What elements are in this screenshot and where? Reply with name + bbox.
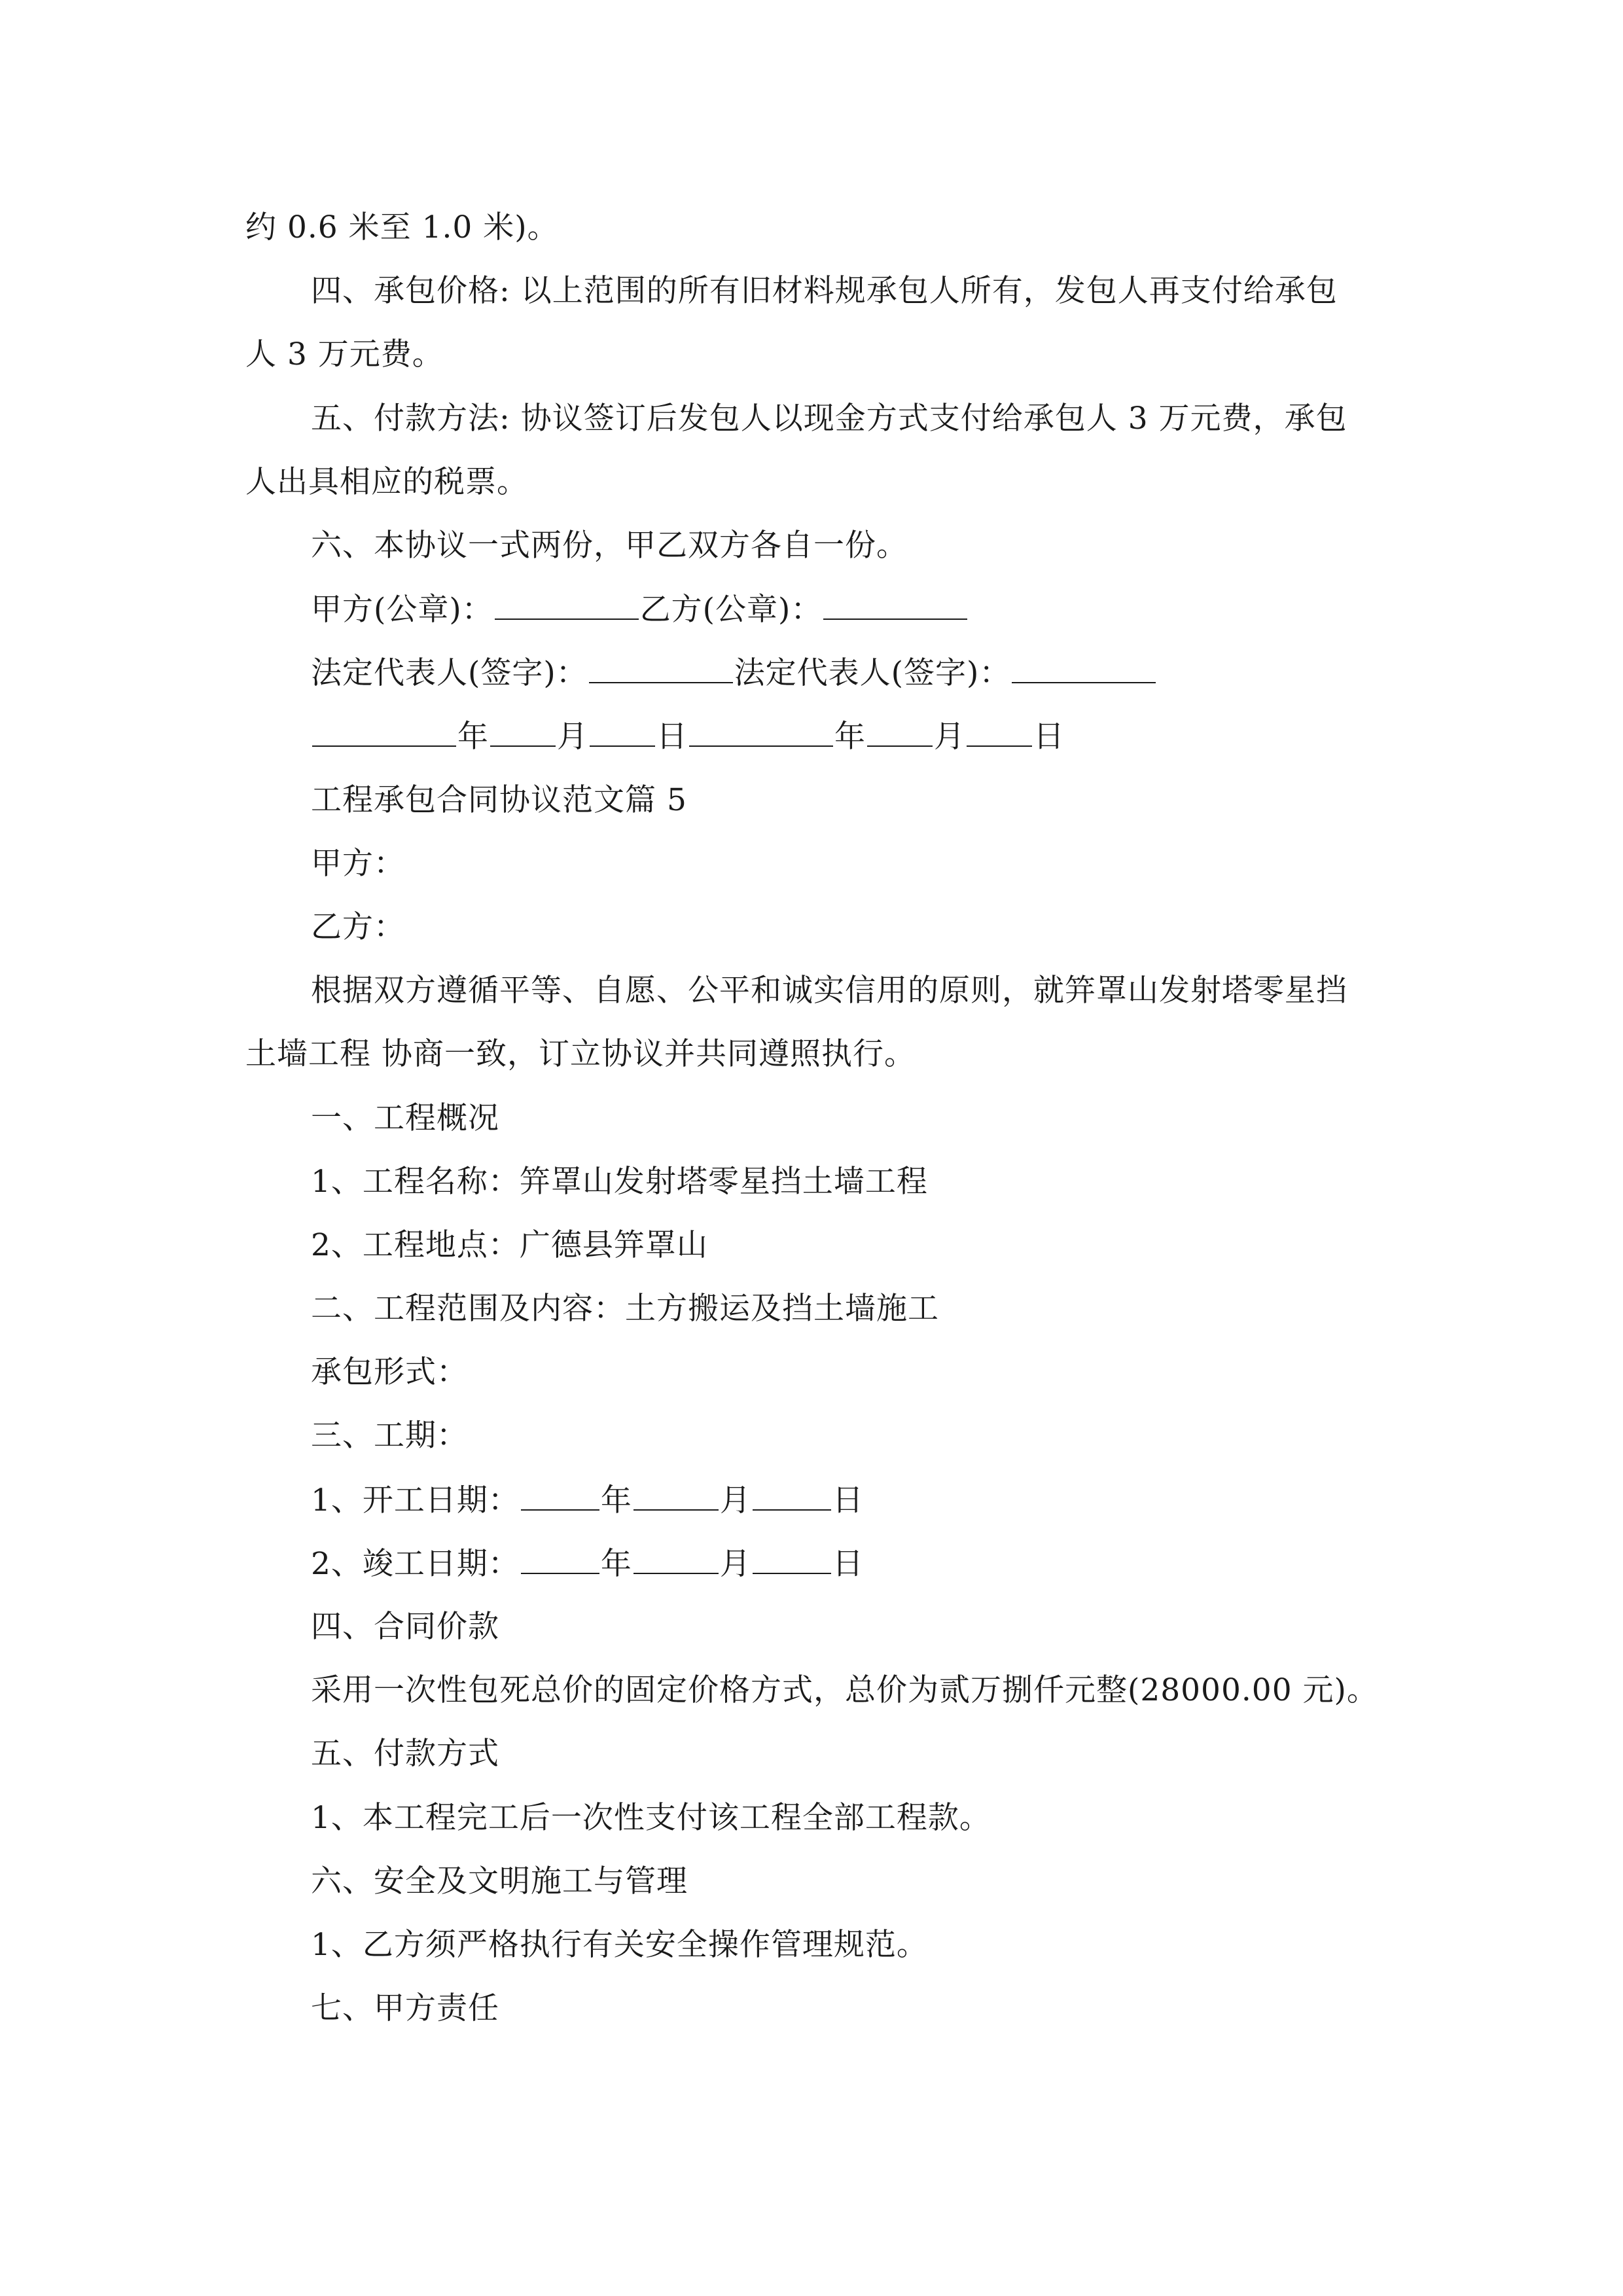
year-label: 年: [834, 719, 866, 755]
month-label: 月: [934, 719, 965, 755]
party-a-seal-blank: [495, 590, 639, 620]
text-line: 约 0.6 米至 1.0 米)。: [245, 209, 559, 245]
party-b-seal-label: 乙方(公章)：: [639, 592, 823, 628]
end-month-blank: [633, 1544, 719, 1574]
day-label: 日: [1033, 719, 1065, 755]
text-line: 1、乙方须严格执行有关安全操作管理规范。: [311, 1927, 928, 1963]
text-line: 六、本协议一式两份，甲乙双方各自一份。: [311, 528, 908, 564]
start-month-blank: [633, 1480, 719, 1511]
rep-a-label: 法定代表人(签字)：: [311, 655, 588, 691]
signature-date-line: [311, 717, 1065, 757]
signature-rep-line: [311, 653, 1157, 693]
day-label: 日: [656, 719, 688, 755]
start-day-blank: [753, 1480, 831, 1511]
month-blank: [867, 717, 933, 747]
text-line: 四、承包价格: 以上范围的所有旧材料规承包人所有，发包人再支付给承包: [311, 273, 1338, 309]
text-line: 采用一次性包死总价的固定价格方式，总价为贰万捌仟元整(28000.00 元)。: [311, 1672, 1378, 1708]
party-b-seal-blank: [823, 590, 967, 620]
party-a-seal-label: 甲方(公章)：: [311, 592, 493, 628]
end-date-label: 2、竣工日期：: [311, 1546, 520, 1582]
year-label: 年: [600, 1482, 632, 1518]
day-blank: [590, 717, 655, 747]
rep-a-blank: [589, 653, 733, 683]
start-year-blank: [521, 1480, 599, 1511]
text-line: 土墙工程 协商一致，订立协议并共同遵照执行。: [245, 1036, 916, 1072]
text-line: 人出具相应的税票。: [245, 464, 528, 500]
party-a-label: 甲方：: [311, 846, 405, 882]
text-line: 七、甲方责任: [311, 1990, 499, 2026]
text-line: 根据双方遵循平等、自愿、公平和诚实信用的原则，就笄罩山发射塔零星挡: [311, 973, 1347, 1009]
text-line: 四、合同价款: [311, 1609, 499, 1645]
end-year-blank: [521, 1544, 599, 1574]
section-title: 工程承包合同协议范文篇 5: [311, 782, 687, 818]
text-line: 2、工程地点：广德县笄罩山: [311, 1227, 708, 1263]
day-blank: [967, 717, 1032, 747]
text-line: 五、付款方法: 协议签订后发包人以现金方式支付给承包人 3 万元费，承包: [311, 401, 1347, 437]
text-line: 一、工程概况: [311, 1100, 499, 1136]
rep-b-label: 法定代表人(签字)：: [734, 655, 1011, 691]
start-date-line: [311, 1480, 864, 1520]
text-line: 1、工程名称：笄罩山发射塔零星挡土墙工程: [311, 1164, 928, 1200]
start-date-label: 1、开工日期：: [311, 1482, 520, 1518]
month-label: 月: [719, 1546, 751, 1582]
party-b-label: 乙方：: [311, 909, 405, 945]
text-line: 三、工期：: [311, 1418, 468, 1454]
text-line: 六、安全及文明施工与管理: [311, 1863, 688, 1899]
year-label: 年: [600, 1546, 632, 1582]
month-blank: [490, 717, 556, 747]
year-blank: [312, 717, 456, 747]
end-date-line: [311, 1544, 864, 1584]
text-line: 人 3 万元费。: [245, 336, 444, 372]
text-line: 1、本工程完工后一次性支付该工程全部工程款。: [311, 1800, 991, 1836]
text-line: 二、工程范围及内容：土方搬运及挡土墙施工: [311, 1291, 939, 1327]
year-label: 年: [457, 719, 489, 755]
text-line: 五、付款方式: [311, 1736, 499, 1772]
text-line: 承包形式：: [311, 1354, 468, 1390]
signature-seal-line: [311, 590, 969, 630]
day-label: 日: [832, 1546, 864, 1582]
day-label: 日: [832, 1482, 864, 1518]
month-label: 月: [719, 1482, 751, 1518]
year-blank: [689, 717, 833, 747]
month-label: 月: [557, 719, 588, 755]
rep-b-blank: [1012, 653, 1156, 683]
end-day-blank: [753, 1544, 831, 1574]
